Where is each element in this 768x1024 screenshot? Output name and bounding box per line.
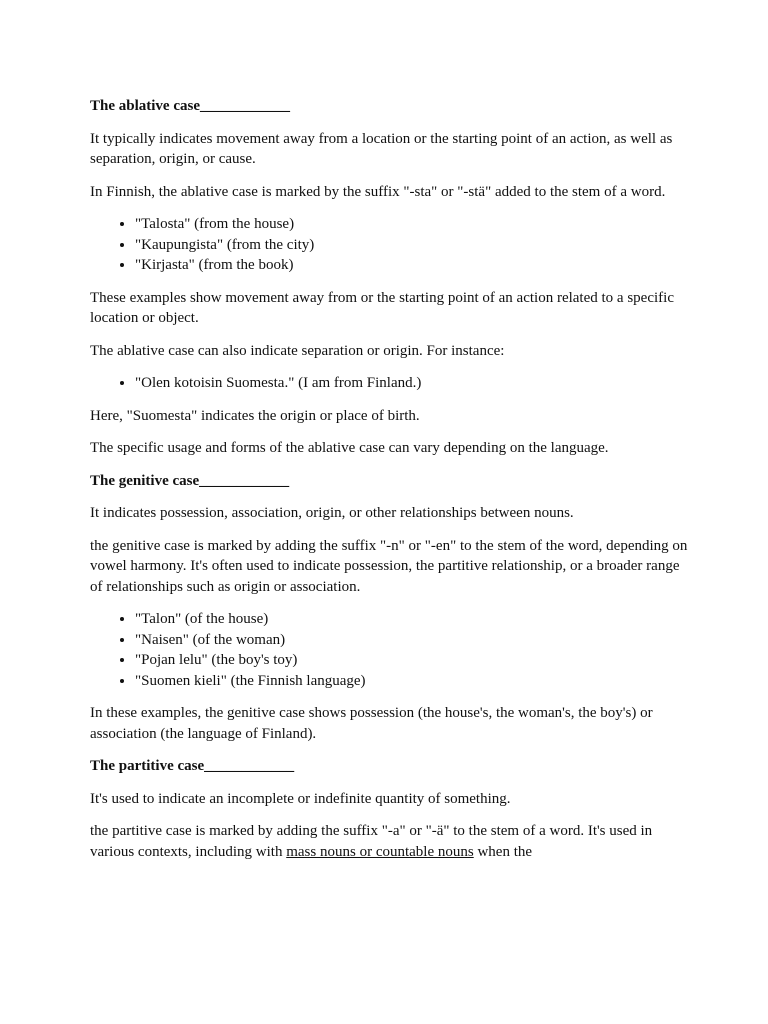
list-item: • "Pojan lelu" (the boy's toy) bbox=[135, 650, 690, 671]
genitive-paragraph-1: It indicates possession, association, origin, or other relationships between nouns. bbox=[90, 505, 574, 521]
ablative-paragraph-1: It typically indicates movement away from a location or the starting point of an action, as well as separation, origin, or cause. bbox=[90, 130, 673, 167]
list-item: • "Talosta" (from the house) bbox=[135, 214, 690, 235]
genitive-heading: The genitive case____________ bbox=[90, 472, 290, 489]
ablative-paragraph-5: Here, "Suomesta" indicates the origin or place of birth. bbox=[90, 407, 420, 424]
ablative-heading: The ablative case____________ bbox=[90, 98, 290, 114]
partitive-text-before: the partitive case is marked by adding the suffix "-a" or "-ä" to the stem of a word. It's used in various contexts, including with bbox=[90, 823, 653, 860]
partitive-text-after: when the bbox=[473, 843, 533, 860]
list-item: • "Naisen" (of the woman) bbox=[135, 630, 690, 651]
genitive-paragraph-3: In these examples, the genitive case shows possession (the house's, the woman's, the boy's) or association (the language of Finland). bbox=[90, 705, 653, 742]
ablative-paragraph-6: The specific usage and forms of the ablative case can vary depending on the language. bbox=[90, 440, 609, 456]
list-item: • "Kirjasta" (from the book) bbox=[135, 255, 690, 276]
partitive-heading: The partitive case____________ bbox=[90, 758, 295, 774]
partitive-paragraph-2 bbox=[90, 821, 690, 862]
partitive-paragraph-1: It's used to indicate an incomplete or indefinite quantity of something. bbox=[90, 790, 511, 807]
list-item: • "Kaupungista" (from the city) bbox=[135, 235, 690, 256]
list-item: • "Talon" (of the house) bbox=[135, 609, 690, 630]
ablative-paragraph-4: The ablative case can also indicate separation or origin. For instance: bbox=[90, 342, 505, 359]
list-item: • "Suomen kieli" (the Finnish language) bbox=[135, 671, 690, 692]
ablative-examples-list-2 bbox=[90, 373, 690, 394]
ablative-examples-list bbox=[90, 214, 690, 276]
list-item: • "Olen kotoisin Suomesta." (I am from Finland.) bbox=[135, 373, 690, 394]
ablative-paragraph-2: In Finnish, the ablative case is marked by the suffix "-sta" or "-stä" added to the stem of a word. bbox=[90, 183, 666, 200]
genitive-paragraph-2: the genitive case is marked by adding the suffix "-n" or "-en" to the stem of the word, depending on vowel harmony. It's often used to indicate possession, the partitive relationship, or a broader range of relationships such as origin or association. bbox=[90, 537, 688, 595]
mass-nouns-link[interactable]: mass nouns or countable nouns bbox=[286, 843, 474, 860]
ablative-paragraph-3: These examples show movement away from or the starting point of an action related to a specific location or object. bbox=[90, 289, 674, 326]
document-page bbox=[90, 96, 690, 874]
genitive-examples-list bbox=[90, 609, 690, 691]
